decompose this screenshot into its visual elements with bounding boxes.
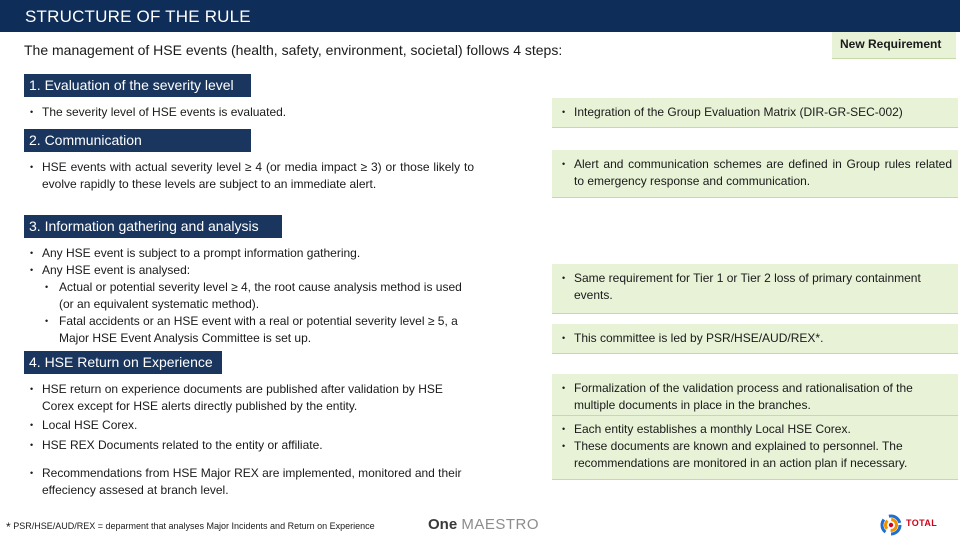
section-4-header: 4. HSE Return on Experience [24,351,222,374]
intro-text: The management of HSE events (health, safety, environment, societal) follows 4 steps: [24,42,563,58]
logo-one-text: One [428,516,458,533]
section-2-header: 2. Communication [24,129,251,152]
section-3-requirement-box-1 [552,264,958,314]
section-4-right-item: • Formalization of the validation process and rationalisation of the multiple documents in place in the branches. [560,380,952,414]
footnote [6,520,375,534]
total-logo [876,512,958,538]
footnote-text: PSR/HSE/AUD/REX = deparment that analyses Major Incidents and Return on Experience [13,521,375,531]
section-4-requirement-box-1 [552,374,958,416]
section-2-requirement-box [552,150,958,198]
section-1-header: 1. Evaluation of the severity level [24,74,251,97]
section-3-left-item: • Any HSE event is subject to a prompt information gathering. [28,245,488,262]
section-1-right-item: • Integration of the Group Evaluation Matrix (DIR-GR-SEC-002) [560,104,952,121]
total-wordmark: TOTAL [906,518,938,528]
new-requirement-label: New Requirement [832,32,956,59]
section-3-left [28,245,488,347]
section-4-requirement-box-2 [552,416,958,480]
section-3-right-item: • Same requirement for Tier 1 or Tier 2 loss of primary containment events. [560,270,952,304]
total-swirl-icon [880,514,902,536]
section-2-left-item: • HSE events with actual severity level ≥ 4 (or media impact ≥ 3) or those likely to evolve rapidly to these levels are subject to an immediate alert. [28,159,474,193]
section-4-right-item: • These documents are known and explained to personnel. The recommendations are monitored in an action plan if necessary. [560,438,952,472]
section-3-left-item: • Any HSE event is analysed: [28,262,488,279]
section-2-right-item: • Alert and communication schemes are defined in Group rules related to emergency response and communication. [560,156,952,190]
section-4-left [28,381,478,499]
section-4-left-item: • HSE return on experience documents are published after validation by HSE Corex except for HSE alerts directly published by the entity. [28,381,478,415]
one-maestro-logo [428,516,539,533]
section-3-left-subitem: • Fatal accidents or an HSE event with a real or potential severity level ≥ 5, a Major HSE Event Analysis Committee is set up. [28,313,488,347]
section-4-left-item: • Local HSE Corex. [28,417,478,434]
section-1-requirement-box [552,98,958,128]
slide-title: STRUCTURE OF THE RULE [0,0,960,32]
logo-maestro-text: MAESTRO [461,516,540,533]
section-4-left-item: • Recommendations from HSE Major REX are implemented, monitored and their effeciency assesed at branch level. [28,465,478,499]
section-1-left [28,104,488,121]
section-3-right-item: • This committee is led by PSR/HSE/AUD/REX*. [560,330,952,347]
section-3-left-subitem: • Actual or potential severity level ≥ 4, the root cause analysis method is used (or an equivalent systematic method). [28,279,468,313]
section-4-left-item: • HSE REX Documents related to the entity or affiliate. [28,437,478,454]
section-3-requirement-box-2 [552,324,958,354]
section-1-left-item: • The severity level of HSE events is evaluated. [28,104,488,121]
section-4-right-item: • Each entity establishes a monthly Local HSE Corex. [560,421,952,438]
section-3-header: 3. Information gathering and analysis [24,215,282,238]
section-2-left [28,159,474,193]
footnote-marker: * [6,520,11,534]
